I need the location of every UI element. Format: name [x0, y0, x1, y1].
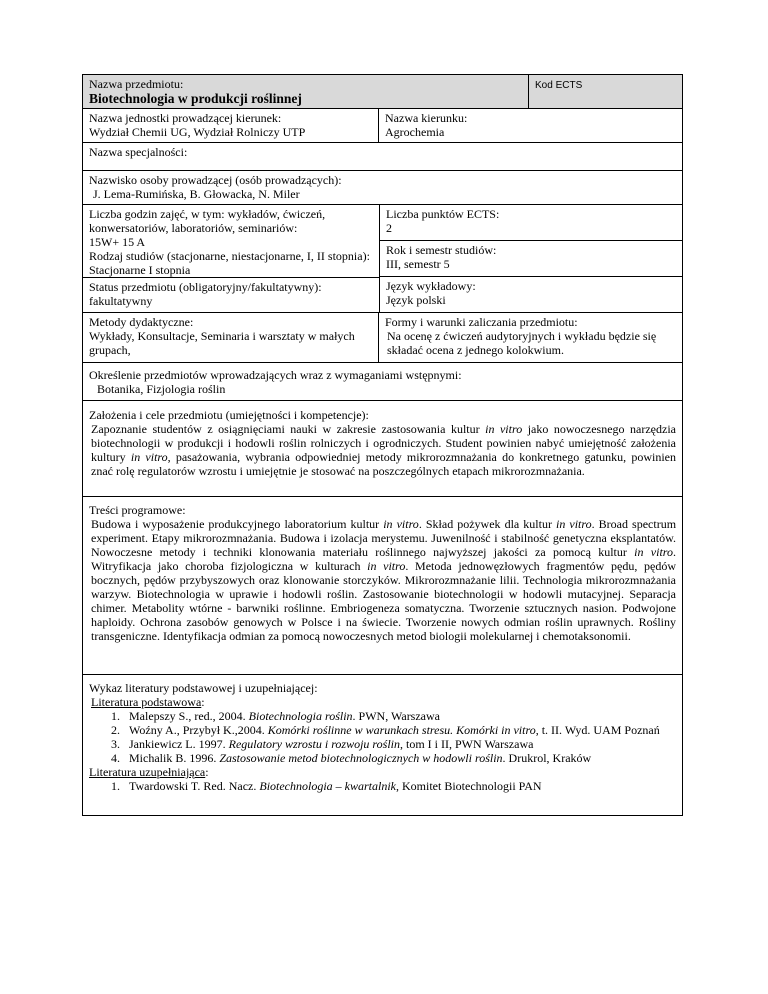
list-item [123, 737, 676, 751]
literature-supp-list [89, 779, 676, 793]
language-label: Język wykładowy: [386, 279, 476, 293]
goals-text-part: jako nowoczesnego narzędzia biotechnologii w produkcji i hodowli roślin rolniczych i ogrodniczych. Student powinien nabyć umiejętność założenia kultury [91, 422, 676, 464]
hours-study-cell [83, 205, 379, 277]
list-item [123, 779, 676, 793]
status-label: Status przedmiotu (obligatoryjny/fakultatywny): [89, 280, 322, 294]
list-item [123, 709, 676, 723]
prerequisites-value: Botanika, Fizjologia roślin [97, 382, 226, 396]
assessment-label: Formy i warunki zaliczania przedmiotu: [385, 315, 578, 329]
ref-author: Woźny A., Przybył K.,2004. [129, 723, 268, 737]
goals-text-part: , pasażowania, wybrania odpowiedniej metody mikrorozmnażania do konkretnego gatunku, powinien znać rolę regulatorów wzrostu i umiejętnie je stosować na poszczególnych etapach mikrorozmnażania. [91, 450, 676, 478]
header-row [83, 75, 682, 109]
ref-title: Biotechnologia roślin [248, 709, 353, 723]
details-right [380, 205, 682, 312]
subject-title: Biotechnologia w produkcji roślinnej [89, 91, 302, 106]
ref-author: Jankiewicz L. 1997. [129, 737, 229, 751]
goals-text-italic: in vitro [485, 422, 523, 436]
content-text-italic: in vitro [634, 545, 673, 559]
ref-title: Biotechnologia – kwartalnik [259, 779, 397, 793]
ref-title: Komórki roślinne w warunkach stresu. Komórki in vitro [267, 723, 536, 737]
year-semester-label: Rok i semestr studiów: [386, 243, 497, 257]
content-text-part: Budowa i wyposażenie produkcyjnego laboratorium kultur [91, 517, 380, 531]
ref-title: Regulatory wzrostu i rozwoju roślin [228, 737, 400, 751]
details-row [83, 205, 682, 313]
specialty-label: Nazwa specjalności: [89, 145, 188, 159]
study-type-value: Stacjonarne I stopnia [89, 263, 191, 277]
status-cell [83, 277, 379, 313]
teachers-value: J. Lema-Rumińska, B. Głowacka, N. Miler [93, 187, 300, 201]
ects-points-cell [380, 205, 682, 241]
year-semester-value: III, semestr 5 [386, 257, 450, 271]
language-cell [380, 277, 682, 313]
ref-publisher: . PWN, Warszawa [352, 709, 440, 723]
goals-label: Założenia i cele przedmiotu (umiejętności i kompetencje): [89, 408, 369, 422]
list-item [123, 751, 676, 765]
ref-publisher: , tom I i II, PWN Warszawa [400, 737, 534, 751]
unit-cell [83, 109, 379, 142]
literature-cell [83, 675, 682, 815]
ref-publisher: . Drukrol, Kraków [502, 751, 592, 765]
field-value: Agrochemia [385, 125, 445, 139]
subject-label: Nazwa przedmiotu: [89, 77, 184, 91]
language-value: Język polski [386, 293, 446, 307]
content-text-part: . Metoda jednowęzłowych fragmentów pędu, pędów bocznych, pędów przybyszowych oraz klonowanie storczyków. Mikrorozmnażanie lilii. Technologia mikrorozmnażania warzyw. Biotechnologia w uprawie i hodowli roślin. Zastosowanie biotechnologii w hodowli mutacyjnej. Separacja chimer. Metabolity wtórne - barwniki roślinne. Embriogeneza somatyczna. Tworzenie sztucznych nasion. Podwojone haploidy. Ochrona zasobów genowych w Polsce i na świecie. Tworzenie nowych odmian roślin uprawnych. Rośliny transgeniczne. Identyfikacja odmian za pomocą nowoczesnych metod biologii molekularnej i chemotaksonomii. [91, 559, 676, 643]
literature-colon: : [201, 695, 205, 709]
specialty-row [83, 143, 682, 171]
content-cell [83, 497, 682, 674]
hours-label: Liczba godzin zajęć, w tym: wykładów, ćwiczeń, konwersatoriów, laboratoriów, seminariów: [89, 207, 326, 235]
content-text-part: . Broad spectrum experiment. Etapy mikrorozmnażania. Budowa i izolacja merystemu. Juwenilność i stabilność genetyczna eksplantatów. Nowoczesne metody i techniki klonowania materiału roślinnego najwyższej jakości za pomocą kultur [91, 517, 677, 559]
ects-code-label: Kod ECTS [535, 80, 583, 91]
hours-value: 15W+ 15 A [89, 235, 146, 249]
methods-value: Wykłady, Konsultacje, Seminaria i warsztaty w małych grupach, [89, 329, 355, 357]
unit-value: Wydział Chemii UG, Wydział Rolniczy UTP [89, 125, 306, 139]
content-text-italic: in vitro [556, 517, 592, 531]
assessment-value: Na ocenę z ćwiczeń audytoryjnych i wykładu będzie się składać ocena z jednego kolokwium. [387, 329, 657, 357]
ref-author: Malepszy S., red., 2004. [129, 709, 249, 723]
ref-title: Zastosowanie metod biotechnologicznych w hodowli roślin [219, 751, 503, 765]
prerequisites-cell [83, 363, 682, 400]
methods-cell [83, 313, 379, 362]
goals-row [83, 401, 682, 497]
unit-label: Nazwa jednostki prowadzącej kierunek: [89, 111, 282, 125]
year-semester-cell [380, 241, 682, 277]
content-text [89, 517, 676, 643]
literature-basic-list [89, 709, 676, 765]
subject-cell [83, 75, 529, 108]
list-item [123, 723, 676, 737]
ref-author: Twardowski T. Red. Nacz. [129, 779, 260, 793]
prerequisites-label: Określenie przedmiotów wprowadzających wraz z wymaganiami wstępnymi: [89, 368, 462, 382]
goals-cell [83, 401, 682, 496]
study-type-label: Rodzaj studiów (stacjonarne, niestacjonarne, I, II stopnia): [89, 249, 370, 263]
ects-points-value: 2 [386, 221, 392, 235]
content-text-italic: in vitro [367, 559, 406, 573]
teachers-row [83, 171, 682, 205]
teachers-label: Nazwisko osoby prowadzącej (osób prowadzących): [89, 173, 342, 187]
ects-code-cell [529, 75, 682, 108]
ref-author: Michalik B. 1996. [129, 751, 220, 765]
literature-colon: : [205, 765, 209, 779]
ref-publisher: , t. II. Wyd. UAM Poznań [535, 723, 660, 737]
content-label: Treści programowe: [89, 503, 186, 517]
literature-row [83, 675, 682, 815]
goals-text-italic: in vitro [130, 450, 168, 464]
assessment-cell [379, 313, 682, 362]
literature-basic-heading-text: Literatura podstawowa [91, 695, 202, 709]
unit-row [83, 109, 682, 143]
methods-row [83, 313, 682, 363]
status-value: fakultatywny [89, 294, 153, 308]
syllabus-table [82, 74, 683, 816]
goals-text [89, 422, 676, 478]
literature-supp-heading [89, 765, 676, 779]
details-left [83, 205, 380, 312]
content-text-italic: in vitro [383, 517, 419, 531]
ref-publisher: , Komitet Biotechnologii PAN [396, 779, 542, 793]
content-row [83, 497, 682, 675]
specialty-cell [83, 143, 682, 170]
literature-supp-heading-text: Literatura uzupełniająca [89, 765, 206, 779]
field-label: Nazwa kierunku: [385, 111, 468, 125]
prerequisites-row [83, 363, 682, 401]
methods-label: Metody dydaktyczne: [89, 315, 194, 329]
goals-text-part: Zapoznanie studentów z osiągnięciami nauki w zakresie zastosowania kultur [91, 422, 480, 436]
literature-basic-heading [89, 695, 676, 709]
literature-label: Wykaz literatury podstawowej i uzupełniającej: [89, 681, 318, 695]
field-cell [379, 109, 682, 142]
content-text-part: . Witryfikacja jako choroba fizjologiczna w kulturach [91, 545, 676, 573]
teachers-cell [83, 171, 682, 204]
ects-points-label: Liczba punktów ECTS: [386, 207, 500, 221]
content-text-part: . Skład pożywek dla kultur [418, 517, 552, 531]
